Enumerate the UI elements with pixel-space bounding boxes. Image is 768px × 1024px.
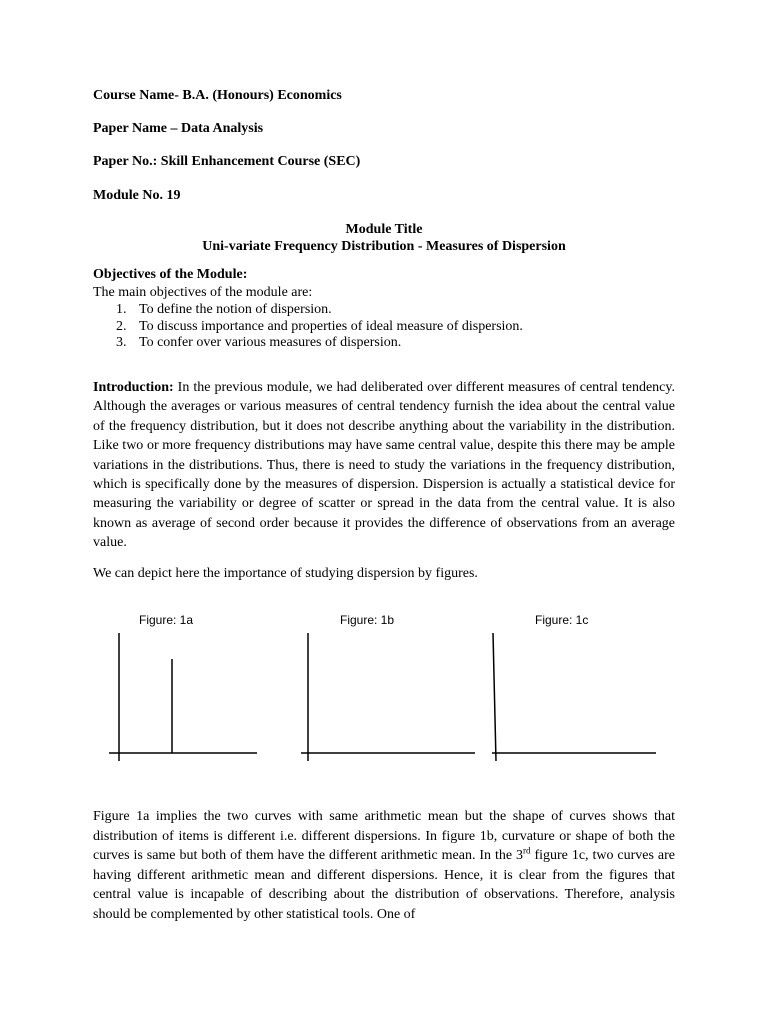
figure-1b [301,633,475,761]
objective-item [116,335,523,352]
figure-explanation-paragraph [93,807,675,925]
objective-number: 1. [116,302,127,317]
figures-drawing [0,620,768,770]
module-number: Module No. 19 [93,188,181,203]
objective-text: To confer over various measures of dispersion. [139,335,402,350]
figure-1a-label: Figure: 1a [139,613,194,627]
objective-number: 2. [116,318,127,334]
depict-sentence: We can depict here the importance of studying dispersion by figures. [93,566,478,581]
module-title-label: Module Title [345,222,423,237]
objectives-lead: The main objectives of the module are: [93,285,313,300]
objective-number: 3. [116,335,127,350]
objective-text: To discuss importance and properties of ideal measure of dispersion. [139,318,523,334]
figure-explanation-text-1: Figure 1a implies the two curves with same arithmetic mean but the shape of curves shows that distribution of items is different i.e. different dispersions. In figure 1b, curvature or shape of both the curves is same but both of them have the different arithmetic mean. In the 3 [93,809,675,864]
figure-explanation-text-2: figure 1c, two curves are having different arithmetic mean and different dispersions. Hence, it is clear from the figures that central value is incapable of describing about the distribution of observations. Therefore, analysis should be complemented by other statistical tools. One of [93,848,675,922]
introduction-text: In the previous module, we had deliberated over different measures of central tendency. Although the averages or various measures of central tendency furnish the idea about the central value of the frequency distribution, but it does not describe anything about the variability in the distribution. Like two or more frequency distributions may have same central value, despite this there may be ample variations in the distributions. Thus, there is need to study the variations in the frequency distribution, which is specifically done by the measures of dispersion. Dispersion is actually a statistical device for measuring the variability or degree of scatter or spread in the data from the central value. It is also known as average of second order because it provides the difference of observations from an average value. [93,380,675,551]
module-title: Uni-variate Frequency Distribution - Measures of Dispersion [202,239,566,254]
objective-item [116,319,523,336]
figure-1b-label: Figure: 1b [340,613,395,627]
paper-number: Paper No.: Skill Enhancement Course (SEC) [93,154,361,169]
introduction-label: Introduction: [93,380,174,395]
objective-item [116,302,523,319]
paper-name: Paper Name – Data Analysis [93,121,264,136]
figure-1c-label: Figure: 1c [535,613,589,627]
course-name: Course Name- B.A. (Honours) Economics [93,88,342,103]
objective-text: To define the notion of dispersion. [139,302,332,317]
figure-1c-y-axis [493,633,496,761]
objectives-list [116,302,523,352]
ordinal-superscript: rd [523,845,531,856]
figure-1a [109,633,257,761]
objectives-heading: Objectives of the Module: [93,267,248,282]
figure-1c [492,633,656,761]
introduction-paragraph [93,378,675,553]
